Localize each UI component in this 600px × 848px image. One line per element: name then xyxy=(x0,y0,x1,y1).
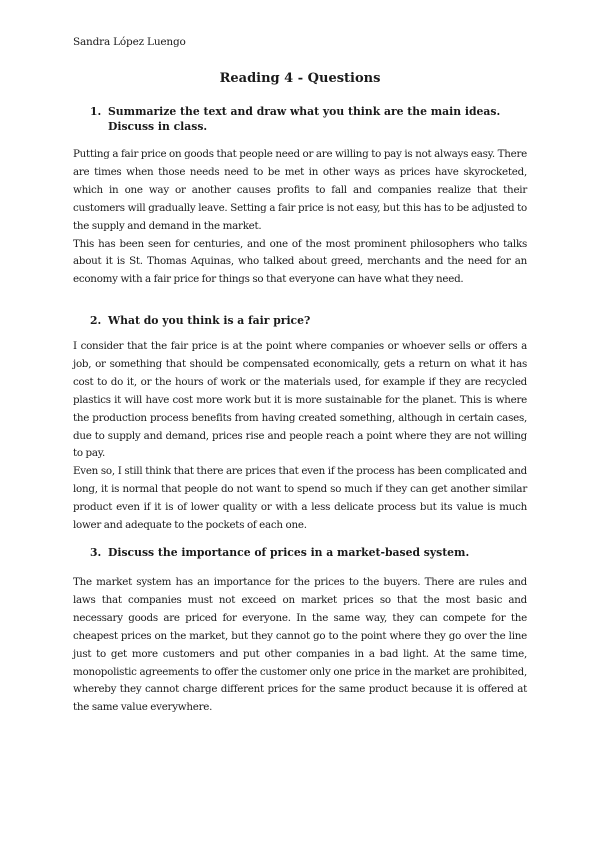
answer-1 xyxy=(73,146,527,289)
document-title: Reading 4 - Questions xyxy=(219,71,381,86)
answer-2-paragraph-1: I consider that the fair price is at the point where companies or whoever sells or offers a job, or something that should be compensated economically, gets a return on what it has cost to do it, or the hours of work or the materials used, for example if they are recycled plastics it will have cost more work but it is more sustainable for the planet. This is where the production process benefits from having created something, although in certain cases, due to supply and demand, prices rise and people reach a point where they are not willing to pay. xyxy=(73,340,527,460)
answer-3 xyxy=(73,574,527,717)
author-name: Sandra López Luengo xyxy=(73,36,186,48)
question-1-text: Summarize the text and draw what you think are the main ideas. Discuss in class. xyxy=(108,105,501,133)
question-1-number: 1. xyxy=(90,105,102,118)
question-2-text: What do you think is a fair price? xyxy=(108,314,311,327)
question-1-heading xyxy=(90,104,530,134)
answer-1-paragraph-1: Putting a fair price on goods that people need or are willing to pay is not always easy. There are times when those needs need to be met in other ways as prices have skyrocketed, which in one way or another causes profits to fall and companies realize that their customers will gradually leave. Setting a fair price is not easy, but this has to be adjusted to the supply and demand in the market. xyxy=(73,148,527,232)
question-3-heading xyxy=(90,545,530,560)
answer-2-paragraph-2: Even so, I still think that there are prices that even if the process has been complicated and long, it is normal that people do not want to spend so much if they can get another similar product even if it is of lower quality or with a less delicate process but its value is much lower and adequate to the pockets of each one. xyxy=(73,465,527,532)
answer-1-paragraph-2: This has been seen for centuries, and one of the most prominent philosophers who talks about it is St. Thomas Aquinas, who talked about greed, merchants and the need for an economy with a fair price for things so that everyone can have what they need. xyxy=(73,237,527,286)
question-2-heading xyxy=(90,313,530,328)
question-2-number: 2. xyxy=(90,314,102,327)
answer-3-paragraph-1: The market system has an importance for the prices to the buyers. There are rules and laws that companies must not exceed on market prices so that the most basic and necessary goods are priced for everyone. In the same way, they can compete for the cheapest prices on the market, but they cannot go to the point where they go over the line just to get more customers and put other companies in a bad light. At the same time, monopolistic agreements to offer the customer only one price in the market are prohibited, whereby they cannot charge different prices for the same product because it is offered at the same value everywhere. xyxy=(73,576,527,714)
answer-2 xyxy=(73,338,527,535)
question-3-text: Discuss the importance of prices in a market-based system. xyxy=(108,546,470,559)
question-3-number: 3. xyxy=(90,546,102,559)
